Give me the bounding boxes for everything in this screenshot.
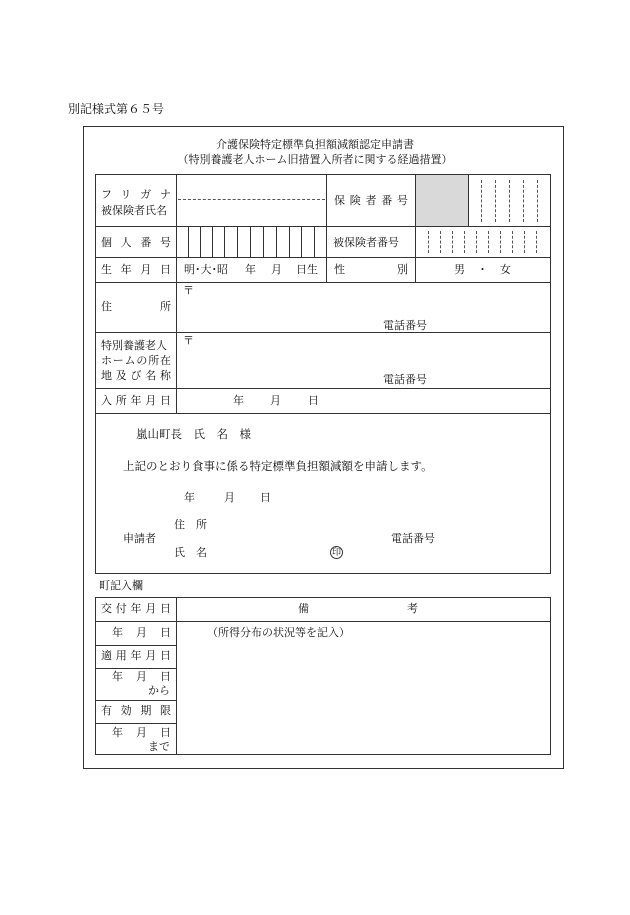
applicant-name-label: 氏 名 — [174, 546, 207, 559]
digit-divider — [495, 180, 496, 222]
admission-month-unit: 月 — [270, 394, 281, 407]
birthdate-label: 生年月日 — [101, 263, 171, 276]
digit-divider — [428, 231, 429, 253]
digit-divider — [464, 231, 465, 253]
digit-divider — [188, 226, 189, 257]
sex-male-option[interactable]: 男 — [454, 263, 465, 276]
issue-date-label: 交付年月日 — [101, 602, 171, 615]
admission-date-label: 入所年月日 — [101, 394, 171, 407]
digit-divider — [237, 226, 238, 257]
facility-phone-label: 電話番号 — [383, 373, 427, 386]
birth-month-unit: 月 — [271, 263, 282, 276]
digit-divider — [440, 231, 441, 253]
postal-mark: 〒 — [183, 284, 194, 297]
form-number: 別記様式第６５号 — [68, 102, 165, 116]
row-line — [95, 723, 176, 724]
digit-divider — [276, 226, 277, 257]
facility-input[interactable] — [196, 337, 536, 367]
digit-divider — [314, 226, 315, 257]
personal-number-label: 個人番号 — [101, 236, 171, 249]
remarks-input[interactable] — [180, 642, 545, 750]
town-section-label: 町記入欄 — [99, 579, 143, 592]
remarks-note: （所得分布の状況等を記入） — [207, 626, 350, 639]
apply-date-label: 適用年月日 — [101, 649, 171, 662]
row-line — [95, 668, 176, 669]
row-line — [95, 621, 551, 622]
digit-divider — [481, 180, 482, 222]
digit-divider — [212, 226, 213, 257]
applicant-label: 申請者 — [123, 532, 156, 545]
row-line — [95, 700, 176, 701]
insurer-number-label: 保険者番号 — [334, 194, 408, 207]
furigana-dashline — [178, 199, 325, 200]
valid-period-label: 有効期限 — [101, 704, 171, 717]
address-input[interactable] — [196, 286, 536, 316]
digit-divider — [200, 226, 201, 257]
issue-date-value-row: 年 月 日 — [112, 626, 171, 639]
digit-divider — [512, 231, 513, 253]
digit-divider — [250, 226, 251, 257]
sex-female-option[interactable]: 女 — [500, 263, 511, 276]
digit-divider — [263, 226, 264, 257]
digit-divider — [488, 231, 489, 253]
request-month-unit: 月 — [224, 491, 235, 504]
address-phone-label: 電話番号 — [383, 319, 427, 332]
request-day-unit: 日 — [260, 491, 271, 504]
row-line — [95, 332, 551, 333]
furigana-input[interactable] — [180, 180, 320, 196]
digit-divider — [452, 231, 453, 253]
era-options[interactable]: 明･大･昭 — [184, 263, 228, 276]
facility-label-line3: 地及び名称 — [101, 369, 171, 382]
row-line — [95, 282, 551, 283]
form-subtitle: （特別養護老人ホーム旧措置入所者に関する経過措置） — [177, 153, 453, 166]
digit-divider — [289, 226, 290, 257]
digit-divider — [523, 180, 524, 222]
insured-name-input[interactable] — [180, 204, 320, 220]
insured-number-input[interactable] — [416, 227, 550, 257]
valid-date-value-row: 年 月 日 — [112, 726, 171, 739]
row-line — [95, 413, 551, 414]
digit-divider — [468, 174, 469, 226]
row-line — [95, 388, 551, 389]
furigana-label: フリガナ — [101, 188, 171, 201]
digit-divider — [224, 226, 225, 257]
birth-year-unit: 年 — [245, 263, 256, 276]
apply-date-value-row: 年 月 日 — [112, 670, 171, 683]
facility-label-line2: ホームの所在 — [101, 354, 171, 367]
admission-day-unit: 日 — [308, 394, 319, 407]
sex-label: 性別 — [334, 263, 408, 276]
until-label: まで — [148, 740, 170, 753]
remarks-header: 備考 — [298, 602, 418, 615]
addressee: 嵐山町長 氏 名 様 — [136, 427, 251, 441]
sex-separator: ・ — [477, 263, 488, 276]
seal-mark: 印 — [331, 548, 341, 558]
facility-label-line1: 特別養護老人 — [101, 339, 167, 352]
request-statement: 上記のとおり食事に係る特定標準負担額減額を申請します。 — [123, 459, 433, 473]
digit-divider — [509, 180, 510, 222]
applicant-phone-label: 電話番号 — [391, 532, 435, 545]
form-title: 介護保険特定標準負担額減額認定申請書 — [216, 138, 414, 151]
applicant-address-input[interactable] — [216, 516, 376, 530]
insurer-number-shaded — [416, 175, 468, 226]
digit-divider — [537, 180, 538, 222]
applicant-name-input[interactable] — [216, 545, 326, 559]
insured-name-label: 被保険者氏名 — [101, 204, 167, 217]
address-label: 住所 — [101, 300, 171, 313]
admission-year-unit: 年 — [233, 394, 244, 407]
request-year-unit: 年 — [184, 491, 195, 504]
insured-number-label: 被保険者番号 — [333, 236, 399, 249]
digit-divider — [536, 231, 537, 253]
digit-divider — [500, 231, 501, 253]
from-label: から — [148, 684, 170, 697]
digit-divider — [476, 231, 477, 253]
label-column-line — [176, 174, 177, 413]
row-line — [95, 645, 176, 646]
digit-divider — [301, 226, 302, 257]
birth-day-unit: 日生 — [296, 263, 318, 276]
row-line — [95, 257, 551, 258]
applicant-address-label: 住 所 — [174, 518, 207, 531]
col-line — [326, 174, 327, 282]
digit-divider — [524, 231, 525, 253]
facility-postal-mark: 〒 — [183, 334, 194, 347]
